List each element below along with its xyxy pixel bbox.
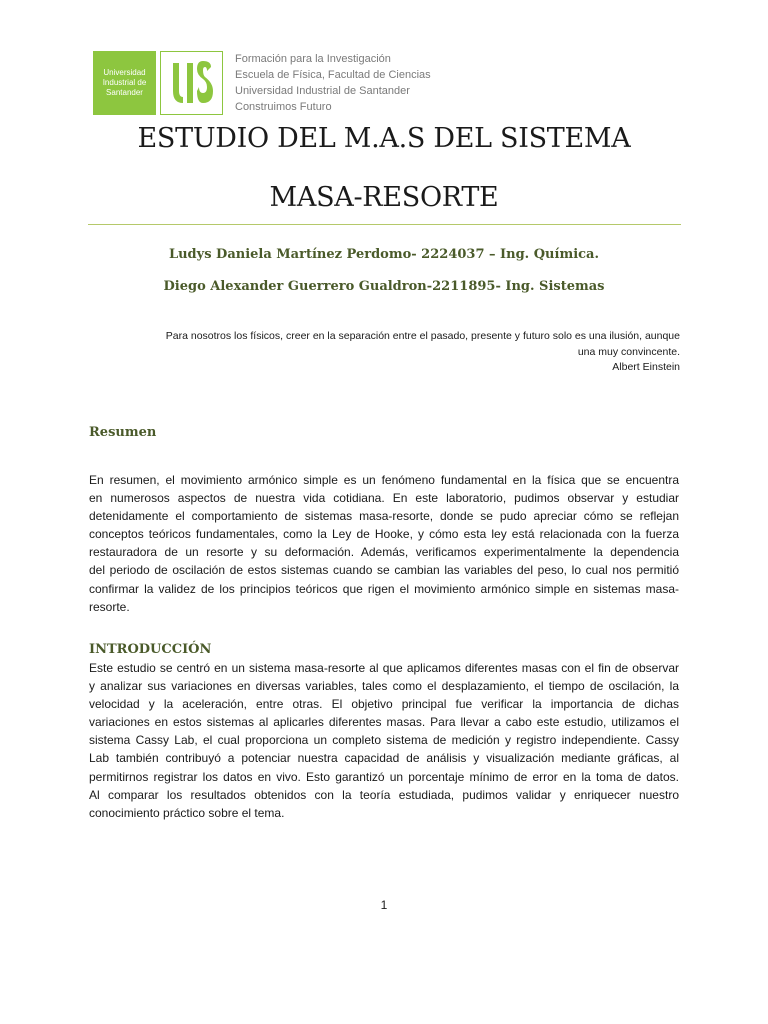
paragraph-line: conceptos teóricos fundamentales, como la Ley de Hooke, y cómo esta ley está relacionada con la fuerza — [89, 527, 679, 542]
paragraph-line: Lab también contribuyó a potenciar nuestra capacidad de análisis y visualización mediante gráficas, al — [89, 751, 679, 766]
paragraph-line: Al comparar los resultados obtenidos con la teoría estudiada, pudimos validar y enriquecer nuestro — [89, 787, 679, 802]
paragraph-line: detenidamente el comportamiento de sistemas masa-resorte, donde se pudo apreciar cómo se reflejan — [89, 509, 679, 524]
header-organization — [235, 51, 431, 115]
paragraph-line: sistema Cassy Lab, el cual proporciona un completo sistema de medición y registro independiente. Cassy — [89, 733, 679, 748]
document-title-line-1: ESTUDIO DEL M.A.S DEL SISTEMA — [137, 123, 631, 154]
org-line-program: Formación para la Investigación — [235, 53, 391, 65]
paragraph-line: velocidad y la aceleración, entre otras. El objetivo principal fue verificar la importancia de dichas — [89, 697, 679, 712]
paragraph-line: confirmar la validez de los principios teóricos que rigen el movimiento armónico simple en sistemas masa- — [89, 581, 679, 596]
document-title-line-2: MASA-RESORTE — [269, 182, 499, 213]
page-number: 1 — [380, 898, 388, 912]
logo-text-line: Universidad — [103, 68, 146, 77]
org-line-school: Escuela de Física, Facultad de Ciencias — [235, 69, 431, 81]
paragraph-line: restauradora de un resorte y su deformación. Además, verificamos experimentalmente la dependencia — [89, 545, 679, 560]
paragraph-line: del periodo de oscilación de estos sistemas cuando se cambian las variables del peso, lo cual nos permitió — [89, 563, 679, 578]
paragraph-line: en numerosos aspectos de nuestra vida cotidiana. En este laboratorio, pudimos observar y estudiar — [89, 491, 679, 506]
title-divider — [88, 224, 681, 225]
section-heading-resumen: Resumen — [89, 425, 157, 440]
logo-text-line: Santander — [106, 88, 143, 97]
uis-emblem-icon — [160, 51, 223, 115]
paragraph-line: variaciones en estos sistemas al aplicarles diferentes masas. Para llevar a cabo este estudio, utilizamos el — [89, 715, 679, 730]
quote-line: Para nosotros los físicos, creer en la separación entre el pasado, presente y futuro solo es una ilusión, aunque — [165, 330, 680, 342]
author-2: Diego Alexander Guerrero Gualdron-2211895- Ing. Sistemas — [163, 279, 605, 294]
org-line-motto: Construimos Futuro — [235, 101, 332, 113]
paragraph-line: y analizar sus variaciones en diversas variables, tales como el desplazamiento, el tiempo de oscilación, la — [89, 679, 679, 694]
section-body-introduccion — [89, 659, 679, 822]
quote-line: una muy convincente. — [577, 345, 680, 358]
section-body-resumen — [89, 471, 679, 616]
paragraph-line: permitirnos registrar los datos en vivo. Esto garantizó un porcentaje mínimo de error en la toma de datos. — [89, 769, 679, 784]
paragraph-line: En resumen, el movimiento armónico simple es un fenómeno fundamental en la física que se encuentra — [89, 473, 679, 487]
paragraph-line: resorte. — [89, 599, 130, 614]
org-line-university: Universidad Industrial de Santander — [235, 85, 410, 97]
quote-attribution: Albert Einstein — [612, 361, 680, 373]
university-logo — [93, 51, 223, 115]
logo-green-panel — [93, 51, 156, 115]
epigraph-quote — [110, 329, 680, 376]
paragraph-line: conocimiento práctico sobre el tema. — [89, 805, 285, 820]
logo-text-line: Industrial de — [102, 78, 147, 87]
section-heading-introduccion: INTRODUCCIÓN — [89, 642, 212, 657]
author-1: Ludys Daniela Martínez Perdomo- 2224037 – Ing. Química. — [168, 247, 600, 262]
paragraph-line: Este estudio se centró en un sistema masa-resorte al que aplicamos diferentes masas con el fin de observar — [89, 661, 679, 675]
